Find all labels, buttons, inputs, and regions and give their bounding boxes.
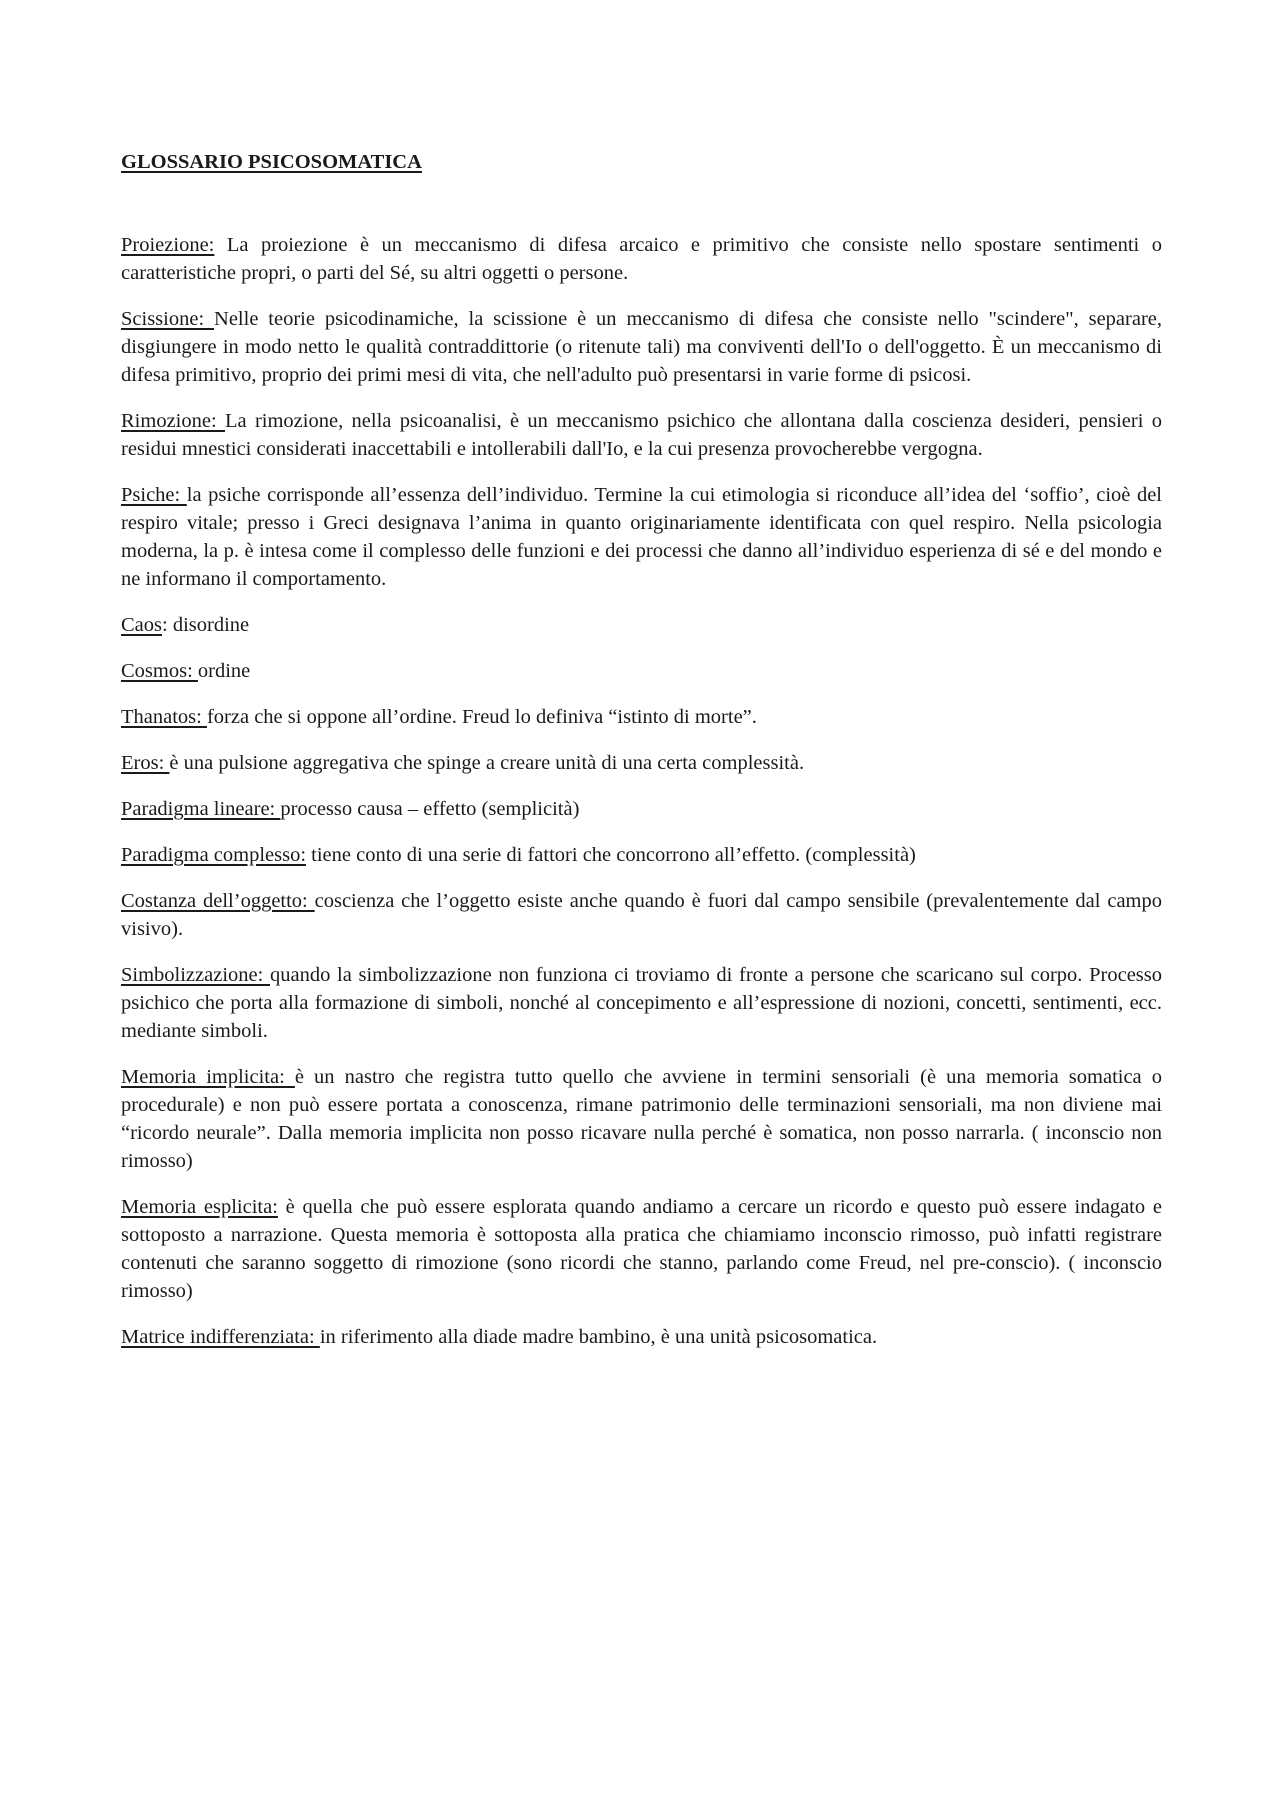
glossary-definition: è un nastro che registra tutto quello che avviene in termini sensoriali (è una memoria somatica o procedurale) e non può essere portata a conoscenza, rimane patrimonio delle terminazioni sensoriali, ma non diviene mai “ricordo neurale”. Dalla memoria implicita non posso ricavare nulla perché è somatica, non posso narrarla. ( inconscio non rimosso) bbox=[121, 1066, 1162, 1172]
glossary-term: Cosmos: bbox=[121, 660, 198, 682]
glossary-definition: è quella che può essere esplorata quando andiamo a cercare un ricordo e questo può essere indagato e sottoposto a narrazione. Questa memoria è sottoposta alla pratica che chiamiamo inconscio rimosso, può infatti registrare contenuti che saranno soggetto di rimozione (sono ricordi che stanno, parlando come Freud, nel pre-conscio). ( inconscio rimosso) bbox=[121, 1196, 1162, 1302]
glossary-term: Eros: bbox=[121, 752, 170, 774]
glossary-entry-proiezione bbox=[121, 231, 1162, 287]
glossary-entry-costanza-oggetto bbox=[121, 887, 1162, 943]
glossary-definition: La rimozione, nella psicoanalisi, è un meccanismo psichico che allontana dalla coscienza desideri, pensieri o residui mnestici considerati inaccettabili e intollerabili dall'Io, e la cui presenza provocherebbe vergogna. bbox=[121, 410, 1162, 460]
glossary-definition: processo causa – effetto (semplicità) bbox=[280, 798, 580, 820]
glossary-definition: tiene conto di una serie di fattori che concorrono all’effetto. (complessità) bbox=[306, 844, 916, 866]
glossary-term: Scissione: bbox=[121, 308, 215, 330]
glossary-entry-rimozione bbox=[121, 407, 1162, 463]
glossary-term: Simbolizzazione: bbox=[121, 964, 270, 986]
document-body bbox=[121, 148, 1162, 1369]
glossary-definition: quando la simbolizzazione non funziona ci troviamo di fronte a persone che scaricano sul corpo. Processo psichico che porta alla formazione di simboli, nonché al concepimento e all’espressione di nozioni, concetti, sentimenti, ecc. mediante simboli. bbox=[121, 964, 1162, 1042]
glossary-definition: la psiche corrisponde all’essenza dell’individuo. Termine la cui etimologia si riconduce all’idea del ‘soffio’, cioè del respiro vitale; presso i Greci designava l’anima in quanto originariamente identificata con quel respiro. Nella psicologia moderna, la p. è intesa come il complesso delle funzioni e dei processi che danno all’individuo esperienza di sé e del mondo e ne informano il comportamento. bbox=[121, 484, 1162, 590]
glossary-entry-matrice-indifferenziata bbox=[121, 1323, 1162, 1351]
glossary-definition: : disordine bbox=[162, 614, 250, 636]
glossary-entry-caos bbox=[121, 611, 1162, 639]
glossary-term: Rimozione: bbox=[121, 410, 225, 432]
glossary-term: Costanza dell’oggetto: bbox=[121, 890, 315, 912]
glossary-term: Memoria esplicita: bbox=[121, 1196, 278, 1218]
glossary-term: Proiezione: bbox=[121, 234, 215, 256]
glossary-entry-paradigma-complesso bbox=[121, 841, 1162, 869]
glossary-definition: forza che si oppone all’ordine. Freud lo definiva “istinto di morte”. bbox=[206, 706, 757, 728]
glossary-definition: Nelle teorie psicodinamiche, la scissione è un meccanismo di difesa che consiste nello "scindere", separare, disgiungere in modo netto le qualità contraddittorie (o ritenute tali) ma conviventi dell'Io o dell'oggetto. È un meccanismo di difesa primitivo, proprio dei primi mesi di vita, che nell'adulto può presentarsi in varie forme di psicosi. bbox=[121, 308, 1162, 386]
glossary-definition: La proiezione è un meccanismo di difesa arcaico e primitivo che consiste nello spostare sentimenti o caratteristiche propri, o parti del Sé, su altri oggetti o persone. bbox=[121, 234, 1162, 284]
glossary-term: Memoria implicita: bbox=[121, 1066, 295, 1088]
glossary-term: Psiche: bbox=[121, 484, 187, 506]
glossary-definition: ordine bbox=[197, 660, 251, 682]
glossary-term: Paradigma complesso: bbox=[121, 844, 307, 866]
glossary-term: Paradigma lineare: bbox=[121, 798, 281, 820]
glossary-term: Thanatos: bbox=[121, 706, 207, 728]
glossary-entry-memoria-esplicita bbox=[121, 1193, 1162, 1305]
glossary-definition: coscienza che l’oggetto esiste anche quando è fuori dal campo sensibile (prevalentemente dal campo visivo). bbox=[121, 890, 1162, 940]
glossary-entry-psiche bbox=[121, 481, 1162, 593]
document-title: GLOSSARIO PSICOSOMATICA bbox=[121, 151, 422, 173]
glossary-term: Matrice indifferenziata: bbox=[121, 1326, 320, 1348]
glossary-entry-eros bbox=[121, 749, 1162, 777]
glossary-definition: in riferimento alla diade madre bambino, è una unità psicosomatica. bbox=[319, 1326, 878, 1348]
glossary-entry-cosmos bbox=[121, 657, 1162, 685]
glossary-entry-paradigma-lineare bbox=[121, 795, 1162, 823]
glossary-entry-memoria-implicita bbox=[121, 1063, 1162, 1175]
glossary-entry-thanatos bbox=[121, 703, 1162, 731]
glossary-definition: è una pulsione aggregativa che spinge a creare unità di una certa complessità. bbox=[169, 752, 805, 774]
glossary-entry-simbolizzazione bbox=[121, 961, 1162, 1045]
glossary-entry-scissione bbox=[121, 305, 1162, 389]
glossary-term: Caos bbox=[121, 614, 162, 636]
